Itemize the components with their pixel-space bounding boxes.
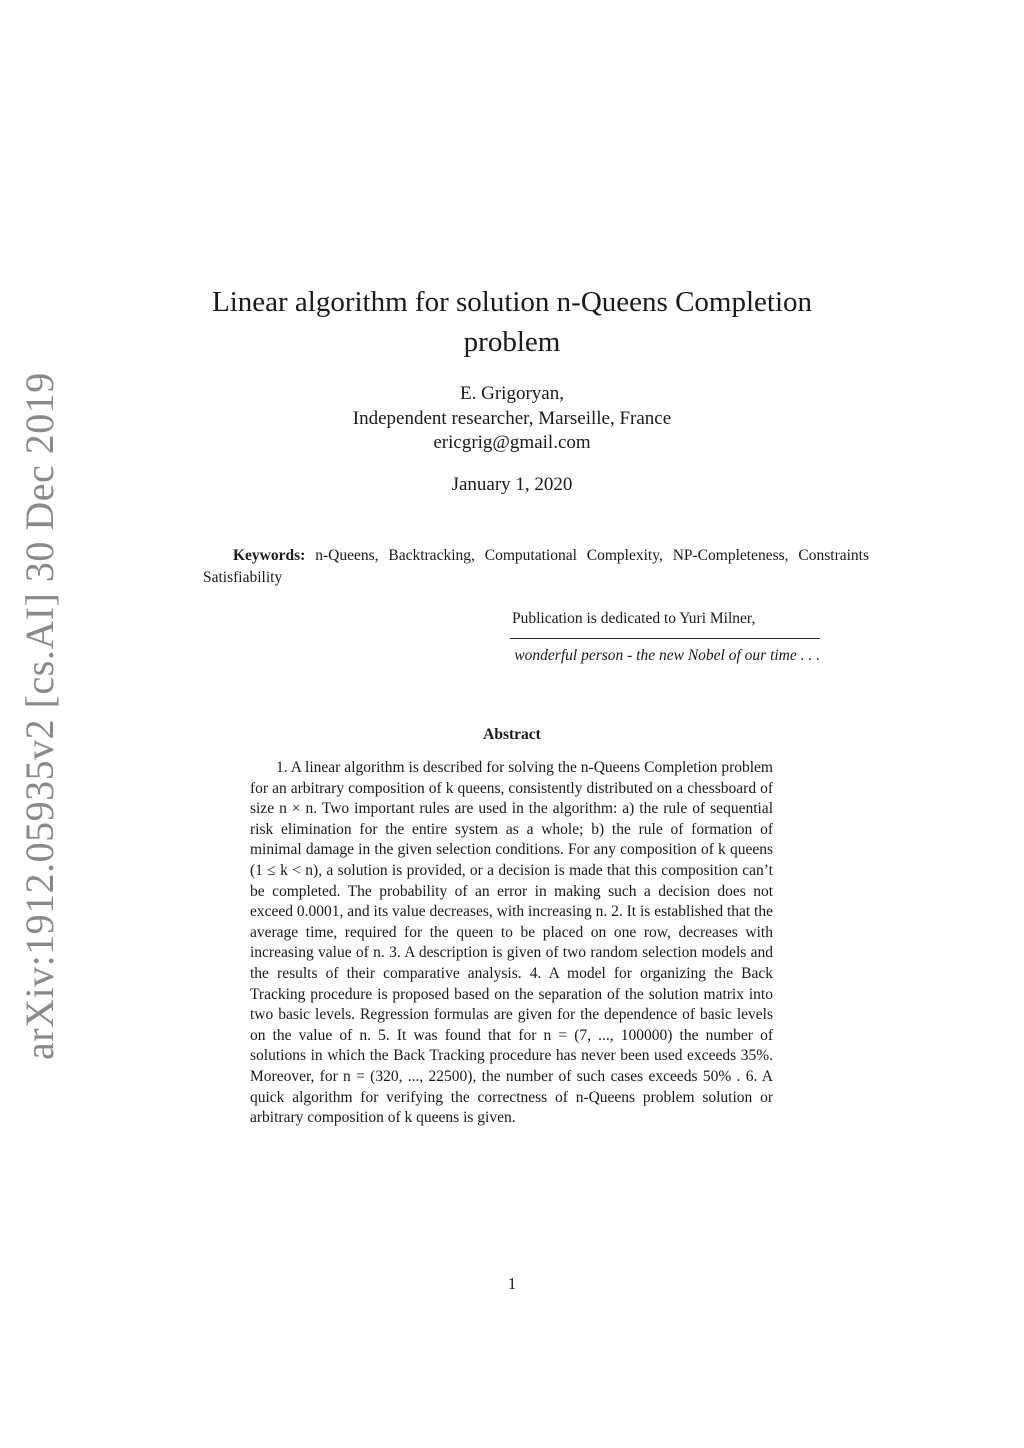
keywords-paragraph: [203, 545, 869, 588]
paper-title-line-1: Linear algorithm for solution n-Queens Completion: [211, 286, 813, 318]
dedication-line: Publication is dedicated to Yuri Milner,: [512, 610, 756, 627]
author-block: [262, 382, 762, 456]
publication-date: January 1, 2020: [451, 474, 573, 495]
keywords-label: Keywords:: [233, 547, 306, 564]
abstract-heading: Abstract: [483, 726, 541, 743]
arxiv-identifier-stamp: arXiv:1912.05935v2 [cs.AI] 30 Dec 2019: [17, 372, 62, 1060]
abstract-body: 1. A linear algorithm is described for solving the n-Queens Completion problem for an arbitrary composition of k queens, consistently distributed on a chessboard of size n × n. Two important rules are used in the algorithm: a) the rule of sequential risk elimination for the entire system as a whole; b) the rule of formation of minimal damage in the given selection conditions. For any composition of k queens (1 ≤ k < n), a solution is provided, or a decision is made that this composition can’t be completed. The probability of an error in making such a decision does not exceed 0.0001, and its value decreases, with increasing n. 2. It is established that the average time, required for the queen to be placed on one row, decreases with increasing value of n. 3. A description is given of two random selection models and the results of their comparative analysis. 4. A model for organizing the Back Tracking procedure is proposed based on the separation of the solution matrix into two basic levels. Regression formulas are given for the dependence of basic levels on the value of n. 5. It was found that for n = (7, ..., 100000) the number of solutions in which the Back Tracking procedure has never been used exceeds 35%. Moreover, for n = (320, ..., 22500), the number of such cases exceeds 50% . 6. A quick algorithm for verifying the correctness of n-Queens problem solution or arbitrary composition of k queens is given.: [250, 759, 773, 1127]
dedication-quote: wonderful person - the new Nobel of our time . . .: [514, 647, 820, 664]
author-email: ericgrig@gmail.com: [433, 432, 591, 453]
author-affiliation: Independent researcher, Marseille, France: [352, 407, 672, 429]
paper-title-line-2: problem: [463, 326, 561, 358]
keywords-text: n-Queens, Backtracking, Computational Complexity, NP-Completeness, Constraints Satisfiability: [203, 547, 870, 586]
dedication-block: [510, 610, 822, 666]
paper-title: [180, 282, 844, 362]
author-name: E. Grigoryan,: [460, 383, 564, 404]
dedication-rule: [510, 638, 820, 639]
page-number: 1: [507, 1274, 517, 1293]
